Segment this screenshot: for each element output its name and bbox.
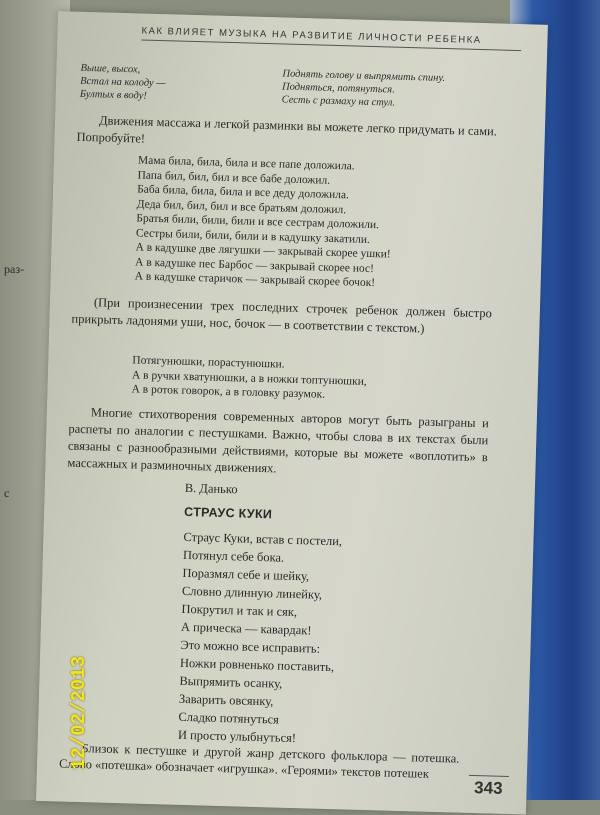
poem-line: Баба била, била, била и все деду доложила. [136, 183, 350, 202]
paragraph: Многие стихотворения современных авторов могут быть разыграны и распеты по аналогии с пестушками. Важно, чтобы слова в их текстах были связаны с разнообразными действиями, которые вы можете «воплотить» в массажных и разминочных движениях. [67, 405, 489, 476]
intro-right-line: Подняться, потянуться. [281, 81, 395, 96]
poem-line: А в кадушке старичок — закрывай скорее бочок! [134, 270, 376, 290]
poem-line: А в ручки хватунюшки, а в ножки топтунюшки, [131, 368, 367, 388]
left-page-fragment: с [4, 486, 10, 500]
poem-line: А прическа — кавардак! [180, 619, 312, 638]
intro-right-line: Сесть с размаху на стул. [281, 94, 396, 109]
date-stamp [64, 638, 94, 788]
poem-line: Покрутил и так и сяк, [181, 601, 298, 620]
poem-line: Поразмял себе и шейку, [182, 565, 310, 584]
poem-line: Потягунюшки, порастунюшки. [132, 354, 285, 371]
poem-line: Ножки ровненько поставить, [179, 655, 335, 675]
poem-line: Сладко потянуться [178, 709, 280, 727]
intro-right-line: Поднять голову и выпрямить спину. [282, 68, 446, 84]
poem-line: А в кадушке пес Барбос — закрывай скорее нос! [134, 255, 375, 275]
poem-title: СТРАУС КУКИ [183, 504, 273, 522]
paragraph: (При произнесении трех последних строчек ребенок должен быстро прикрыть ладонями уши, нос, бочок — в соответствии с текстом.) [71, 295, 493, 336]
poem-line: И просто улыбнуться! [177, 727, 297, 746]
poem-massage [135, 153, 394, 291]
left-page-fragment: раз- [4, 262, 25, 276]
poem-stretch [131, 353, 367, 403]
poem-line: Папа бил, бил, бил и все бабе доложил. [137, 168, 331, 187]
bottom-paragraph: Близок к пестушке и другой жанр детского фольклора — потешка. Слово «потешка» обозначает «игрушка». «Героями» текстов потешек [58, 741, 460, 781]
poem-line: Мама била, била, била и все папе доложила. [137, 154, 355, 173]
intro-left-line: Встал на колоду — [79, 75, 166, 90]
intro-right-column [282, 67, 446, 111]
poem-author: В. Данько [184, 480, 238, 497]
poem-line: Братья били, били, били и все сестрам доложили. [136, 212, 380, 232]
page-number: 343 [468, 775, 509, 802]
date-stamp-text: 12/02/2013 [68, 655, 90, 771]
intro-left-line: Бултых в воду! [79, 88, 147, 102]
poem-line: Сестры били, били, били и в кадушку закатили. [135, 226, 371, 246]
poem-line: Потянул себе бока. [182, 547, 285, 565]
poem-line: Словно длинную линейку, [181, 583, 323, 602]
poem-line: А в кадушке две лягушки — закрывай скорее ушки! [135, 241, 391, 261]
poem-strauss [178, 528, 343, 748]
book-page [36, 11, 548, 814]
poem-line: Деда бил, бил, бил и все братьям доложил. [136, 197, 347, 216]
paragraph: Движения массажа и легкой разминки вы можете легко придумать и сами. Попробуйте! [76, 113, 498, 146]
intro-left-line: Выше, высох, [80, 62, 141, 76]
poem-line: Это можно все исправить: [180, 637, 321, 656]
running-head: КАК ВЛИЯЕТ МУЗЫКА НА РАЗВИТИЕ ЛИЧНОСТИ РЕБЕНКА [141, 25, 521, 51]
poem-line: А в роток говорок, а в головку разумок. [131, 383, 326, 401]
intro-left-column [80, 62, 166, 103]
poem-line: Заварить овсянку, [178, 691, 274, 709]
poem-line: Выпрямить осанку, [179, 673, 283, 691]
poem-line: Страус Куки, встав с постели, [183, 529, 343, 549]
